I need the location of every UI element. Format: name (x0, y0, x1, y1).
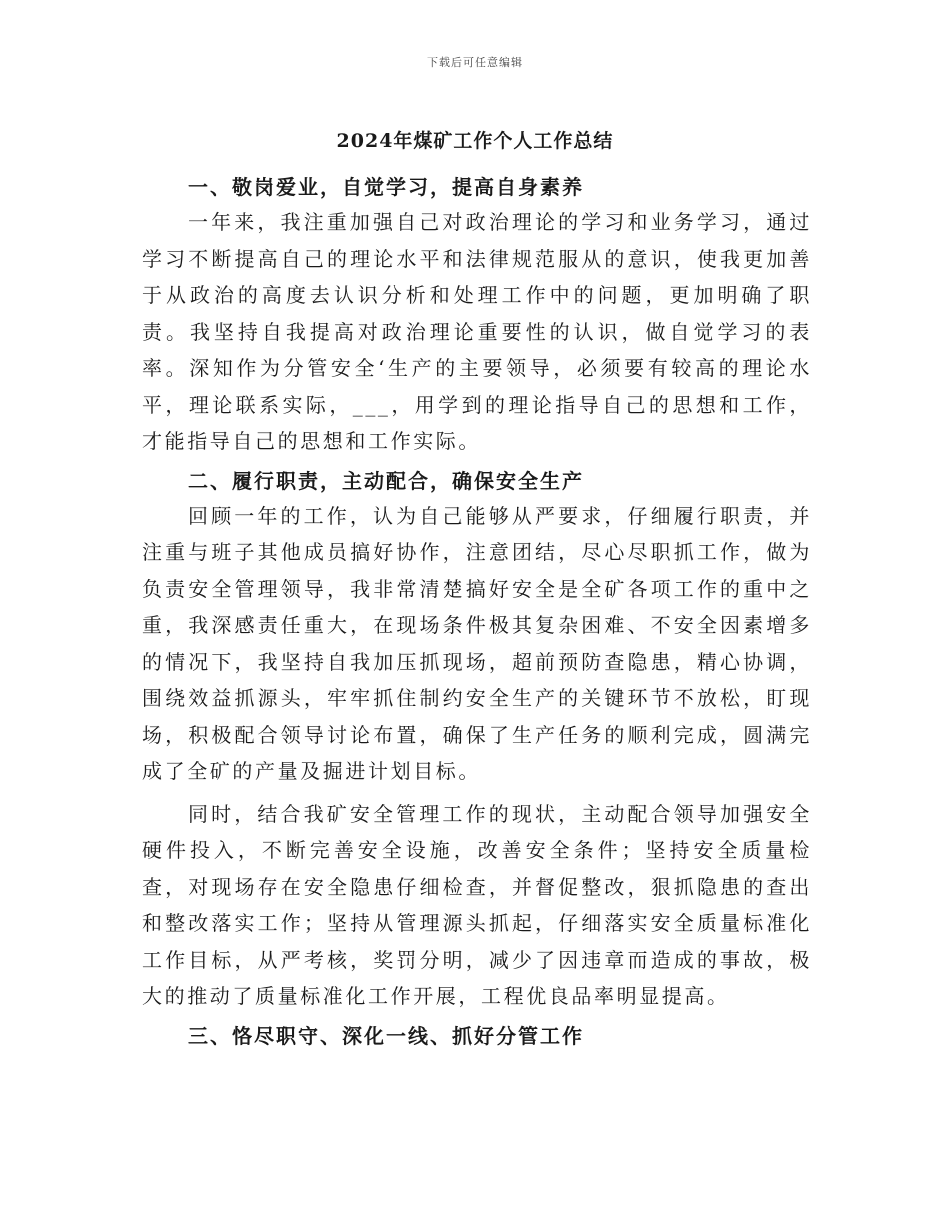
section-3-heading: 三、恪尽职守、深化一线、抓好分管工作 (188, 1023, 584, 1048)
section-1-heading: 一、敬岗爱业，自觉学习，提高自身素养 (188, 175, 584, 199)
page-header-note: 下载后可任意编辑 (427, 56, 523, 69)
document-title: 2024年煤矿工作个人工作总结 (336, 130, 614, 152)
document-body (142, 170, 812, 1053)
section-2-paragraph-2: 同时，结合我矿安全管理工作的现状，主动配合领导加强安全硬件投入，不断完善安全设施，改善安全条件；坚持安全质量检查，对现场存在安全隐患仔细检查，并督促整改，狠抓隐患的查出和整改落实工作；坚持从管理源头抓起，仔细落实安全质量标准化工作目标，从严考核，奖罚分明，减少了因违章而造成的事故，极大的推动了质量标准化工作开展，工程优良品率明显提高。 (142, 801, 812, 1008)
section-2-heading: 二、履行职责，主动配合，确保安全生产 (188, 468, 584, 493)
section-1-paragraph-1: 一年来，我注重加强自己对政治理论的学习和业务学习，通过学习不断提高自己的理论水平和法律规范服从的意识，使我更加善于从政治的高度去认识分析和处理工作中的问题，更加明确了职责。我坚持自我提高对政治理论重要性的认识，做自觉学习的表率。深知作为分管安全‘生产的主要领导，必须要有较高的理论水平，理论联系实际，___，用学到的理论指导自己的思想和工作，才能指导自己的思想和工作实际。 (142, 210, 812, 453)
section-2-paragraph-1: 回顾一年的工作，认为自己能够从严要求，仔细履行职责，并注重与班子其他成员搞好协作，注意团结，尽心尽职抓工作，做为负责安全管理领导，我非常清楚搞好安全是全矿各项工作的重中之重，我深感责任重大，在现场条件极其复杂困难、不安全因素增多的情况下，我坚持自我加压抓现场，超前预防查隐患，精心协调，围绕效益抓源头，牢牢抓住制约安全生产的关键环节不放松，盯现场，积极配合领导讨论布置，确保了生产任务的顺利完成，圆满完成了全矿的产量及掘进计划目标。 (142, 503, 812, 783)
